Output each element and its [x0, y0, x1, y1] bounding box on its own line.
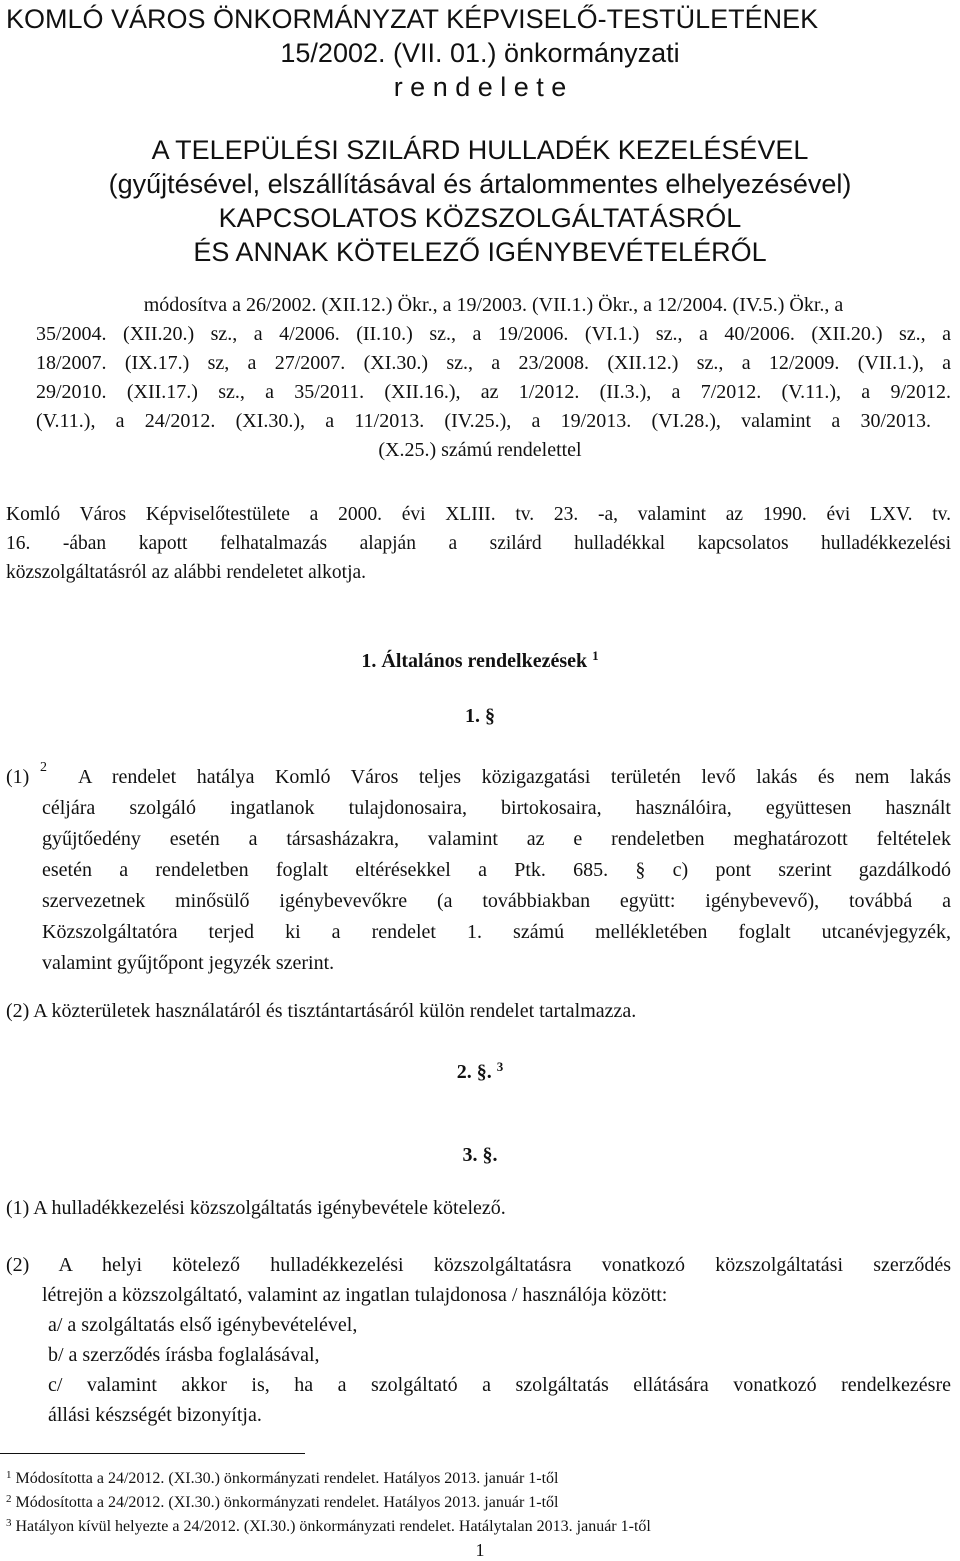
par3-item-b: b/ a szerződés írásba foglalásával,: [48, 1344, 320, 1366]
par3-item-c-line-2: állási készségét bizonyítja.: [48, 1404, 262, 1426]
footnote-3-text: Hatályon kívül helyezte a 24/2012. (XI.30.) önkormányzati rendelet. Hatálytalan 2013. január 1-től: [15, 1518, 651, 1535]
par3-item-a: a/ a szolgáltatás első igénybevételével,: [48, 1314, 358, 1336]
page-number: 1: [475, 1540, 485, 1560]
par1-line-6: Közszolgáltatóra terjed ki a rendelet 1. számú mellékletében foglalt utcanévjegyzék,: [42, 921, 951, 943]
footnote-divider: [0, 1453, 305, 1454]
par3-2-line-1: (2) A helyi kötelező hulladékkezelési közszolgáltatásra vonatkozó közszolgáltatási szerződés: [6, 1254, 951, 1276]
amendments-line-1: módosítva a 26/2002. (XII.12.) Ökr., a 19/2003. (VII.1.) Ökr., a 12/2004. (IV.5.) Ökr., a: [143, 294, 844, 316]
par1-line-1: A rendelet hatálya Komló Város teljes közigazgatási területén levő lakás és nem lakás: [78, 766, 951, 788]
amendments-line-3: 18/2007. (IX.17.) sz, a 27/2007. (XI.30.) sz., a 23/2008. (XII.12.) sz., a 12/2009. (VII.1.), a: [36, 352, 951, 374]
par1-number: (1): [6, 766, 30, 788]
footnote-2-number: 2: [6, 1493, 12, 1505]
title-line-2: (gyűjtésével, elszállításával és ártalommentes elhelyezésével): [108, 169, 852, 199]
amendments-line-5: (V.11.), a 24/2012. (XI.30.), a 11/2013. (IV.25.), a 19/2013. (VI.28.), valamint a 30/2013.: [36, 410, 931, 432]
par3-item-c-line-1: c/ valamint akkor is, ha a szolgáltató a szolgáltatás ellátására vonatkozó rendelkezésre: [48, 1374, 951, 1396]
preamble-line-2: 16. -ában kapott felhatalmazás alapján a szilárd hulladékkal kapcsolatos hulladékkezelési: [6, 533, 951, 554]
footnote-1-text: Módosította a 24/2012. (XI.30.) önkormányzati rendelet. Hatályos 2013. január 1-től: [15, 1470, 559, 1487]
par3-2-line-2: létrejön a közszolgáltató, valamint az ingatlan tulajdonosa / használója között:: [42, 1284, 668, 1306]
par3-1-text: (1) A hulladékkezelési közszolgáltatás igénybevétele kötelező.: [6, 1197, 506, 1219]
section-1-heading: [0, 650, 960, 673]
title-line-1: A TELEPÜLÉSI SZILÁRD HULLADÉK KEZELÉSÉVEL: [151, 135, 809, 165]
footnote-3: [6, 1518, 651, 1536]
paragraph-3-heading: 3. §.: [462, 1144, 498, 1166]
par1-line-3: gyűjtőedény esetén a társasházakra, valamint az e rendeletben meghatározott feltételek: [42, 828, 951, 850]
footnote-1-number: 1: [6, 1469, 12, 1481]
par1-line-2: céljára szolgáló ingatlanok tulajdonosaira, birtokosaira, használóira, együttesen használt: [42, 797, 951, 819]
header-line-2: 15/2002. (VII. 01.) önkormányzati: [280, 38, 680, 68]
paragraph-2-heading: [0, 1061, 960, 1084]
title-line-4: ÉS ANNAK KÖTELEZŐ IGÉNYBEVÉTELÉRŐL: [193, 237, 767, 267]
header-line-1: KOMLÓ VÁROS ÖNKORMÁNYZAT KÉPVISELŐ-TESTÜLETÉNEK: [6, 4, 819, 34]
preamble-line-3: közszolgáltatásról az alábbi rendeletet alkotja.: [6, 562, 367, 583]
title-line-3: KAPCSOLATOS KÖZSZOLGÁLTATÁSRÓL: [218, 203, 742, 233]
footnote-ref-3: 3: [496, 1059, 504, 1074]
document-page: KOMLÓ VÁROS ÖNKORMÁNYZAT KÉPVISELŐ-TESTÜLETÉNEK 15/2002. (VII. 01.) önkormányzati r e n d e l e t e A TELEPÜLÉSI SZILÁRD HULLADÉK KEZELÉSÉVEL (gyűjtésével, elszállításával és ártalommentes elhelyezésével) KAPCSOLATOS KÖZSZOLGÁLTATÁSRÓL ÉS ANNAK KÖTELEZŐ IGÉNYBEVÉTELÉRŐL módosítva a 26/2002. (XII.12.) Ökr., a 19/2003. (VII.1.) Ökr., a 12/2004. (IV.5.) Ökr., a 35/2004. (XII.20.) sz., a 4/2006. (II.10.) sz., a 19/2006. (VI.1.) sz., a 40/2006. (XII.20.) sz., a 18/2007. (IX.17.) sz, a 27/2007. (XI.30.) sz., a 23/2008. (XII.12.) sz., a 12/2009. (VII.1.), a 29/2010. (XII.17.) sz., a 35/2011. (XII.16.), az 1/2012. (II.3.), a 7/2012. (V.11.), a 9/2012. (V.11.), a 24/2012. (XI.30.), a 11/2013. (IV.25.), a 19/2013. (VI.28.), valamint a 30/2013. (X.25.) számú rendelettel Komló Város Képviselőtestülete a 2000. évi XLIII. tv. 23. -a, valamint az 1990. évi LXV. tv. 16. -ában kapott felhatalmazás alapján a szilárd hulladékkal kapcsolatos hulladékkezelési közszolgáltatásról az alábbi rendeletet alkotja. 1. Általános rendelkezések $^1$ 1. § (1) 2 A rendelet hatálya Komló Város teljes közigazgatási területén levő lakás és nem lakás céljára szolgáló ingatlanok tulajdonosaira, birtokosaira, használóira, együttesen használt gyűjtőedény esetén a társasházakra, valamint az e rendeletben meghatározott feltételek esetén a rendeletben foglalt eltérésekkel a Ptk. 685. § c) pont szerint gazdálkodó szervezetnek minősülő igénybevevőkre (a továbbiakban együtt: igénybevevő), továbbá a Közszolgáltatóra terjed ki a rendelet 1. számú mellékletében foglalt utcanévjegyzék, valamint gyűjtőpont jegyzék szerint. (2) A közterületek használatáról és tisztántartásáról külön rendelet tartalmazza. 2. §. $^3$ 3. §. (1) A hulladékkezelési közszolgáltatás igénybevétele kötelező. (2) A helyi kötelező hulladékkezelési közszolgáltatásra vonatkozó közszolgáltatási szerződés létrejön a közszolgáltató, valamint az ingatlan tulajdonosa / használója között: a/ a szolgáltatás első igénybevételével, b/ a szerződés írásba foglalásával, c/ valamint akkor is, ha a szolgáltató a szolgáltatás ellátására vonatkozó rendelkezésre állási készségét bizonyítja. $^1$ Módosította a 24/2012. (XI.30.) önkormányzati rendelet. Hatályos 2013. január 1-től $^2$ Módosította a 24/2012. (XI.30.) önkormányzati rendelet. Hatályos 2013. január 1-től $^3$ Hatályon kívül helyezte a 24/2012. (XI.30.) önkormányzati rendelet. Hatálytalan 2013. január 1-től 1: [0, 0, 960, 1561]
footnote-2-text: Módosította a 24/2012. (XI.30.) önkormányzati rendelet. Hatályos 2013. január 1-től: [15, 1494, 559, 1511]
header-line-3: r e n d e l e t e: [393, 72, 567, 102]
par1-line-4: esetén a rendeletben foglalt eltérésekkel a Ptk. 685. § c) pont szerint gazdálkodó: [42, 859, 951, 881]
par1-2-text: (2) A közterületek használatáról és tisztántartásáról külön rendelet tartalmazza.: [6, 1000, 637, 1022]
par1-line-5: szervezetnek minősülő igénybevevőkre (a továbbiakban együtt: igénybevevő), továbbá a: [42, 890, 951, 912]
par1-line-7: valamint gyűjtőpont jegyzék szerint.: [42, 952, 335, 974]
amendments-line-4: 29/2010. (XII.17.) sz., a 35/2011. (XII.16.), az 1/2012. (II.3.), a 7/2012. (V.11.), a 9/2012.: [36, 381, 951, 403]
section-1-heading-text: 1. Általános rendelkezések: [361, 650, 588, 672]
footnote-3-number: 3: [6, 1517, 12, 1529]
footnote-2: [6, 1494, 558, 1512]
amendments-line-6: (X.25.) számú rendelettel: [378, 439, 582, 461]
paragraph-1-heading: 1. §: [465, 705, 495, 727]
preamble-line-1: Komló Város Képviselőtestülete a 2000. évi XLIII. tv. 23. -a, valamint az 1990. évi LXV. tv.: [6, 504, 951, 525]
footnote-1: [6, 1470, 558, 1488]
footnote-ref-1: 1: [592, 648, 599, 663]
amendments-line-2: 35/2004. (XII.20.) sz., a 4/2006. (II.10.) sz., a 19/2006. (VI.1.) sz., a 40/2006. (XII.20.) sz., a: [36, 323, 951, 345]
paragraph-2-heading-text: 2. §.: [456, 1061, 492, 1083]
